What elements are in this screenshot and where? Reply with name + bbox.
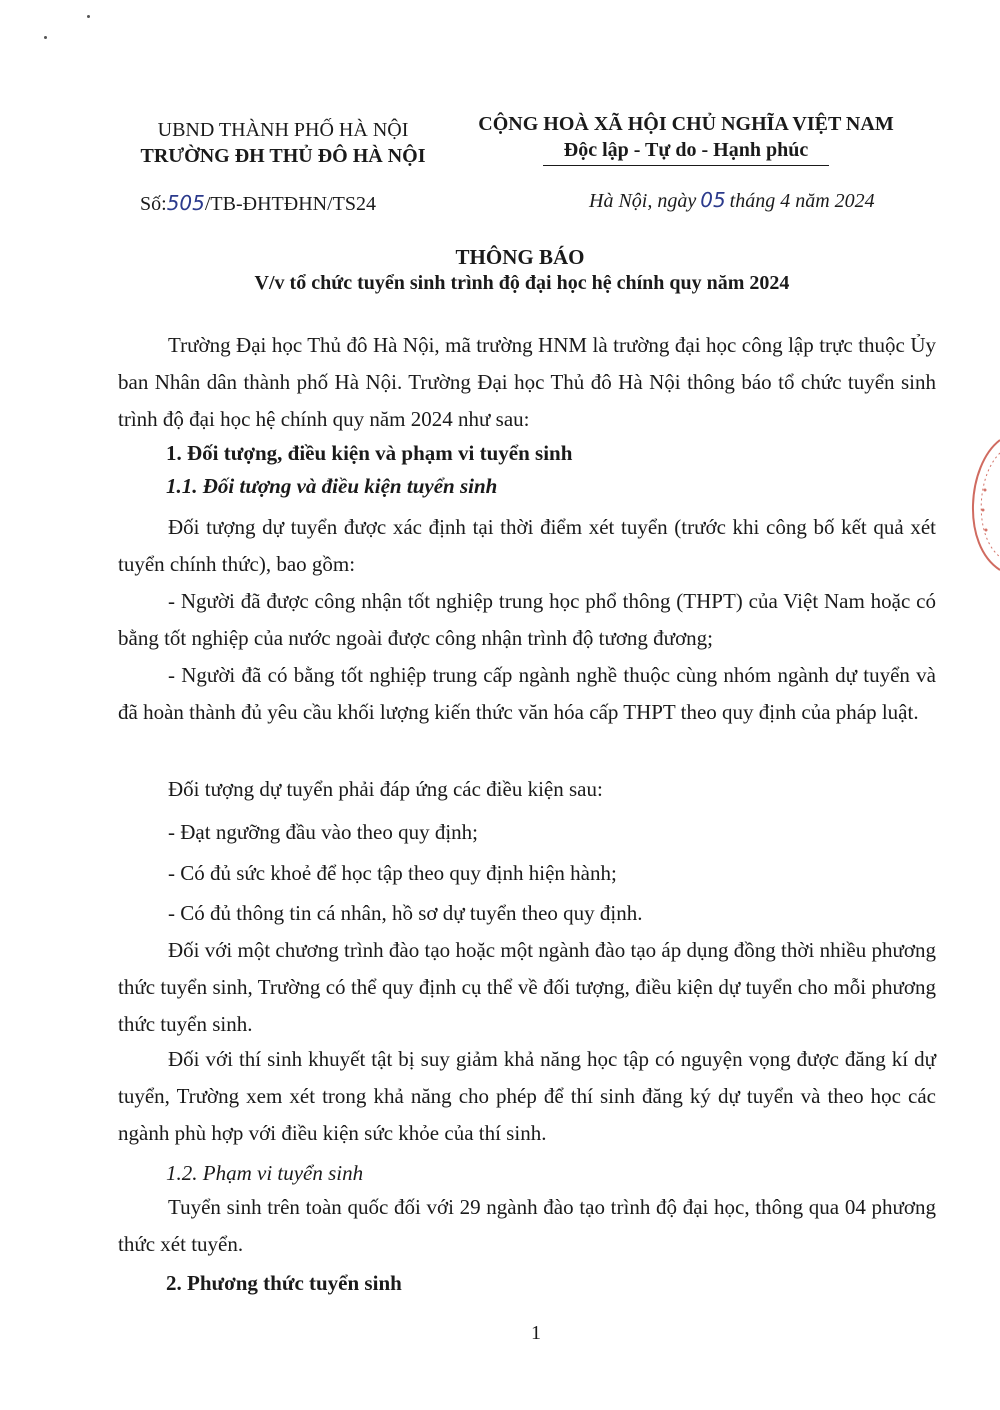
document-date (589, 188, 875, 213)
section-1-1-paragraph: - Có đủ sức khoẻ để học tập theo quy định hiện hành; (168, 861, 617, 885)
national-title: CỘNG HOÀ XÃ HỘI CHỦ NGHĨA VIỆT NAM (478, 113, 894, 135)
document-subject: V/v tổ chức tuyển sinh trình độ đại học hệ chính quy năm 2024 (254, 272, 790, 294)
doc-number-prefix: Số: (140, 193, 167, 215)
section-1-1-paragraph: Đối với thí sinh khuyết tật bị suy giảm khả năng học tập có nguyện vọng được đăng kí dự tuyển, Trường xem xét trong khả năng cho phép để thí sinh đăng ký dự tuyển và theo học các ngành phù hợp với điều kiện sức khỏe của thí sinh. (118, 1047, 936, 1145)
section-1-heading: 1. Đối tượng, điều kiện và phạm vi tuyển sinh (166, 441, 573, 465)
doc-number-suffix: /TB-ĐHTĐHN/TS24 (204, 193, 376, 215)
agency-name: UBND THÀNH PHỐ HÀ NỘI (157, 119, 409, 141)
date-handwritten-day: 05 (700, 188, 726, 212)
date-suffix: tháng 4 năm 2024 (729, 190, 875, 212)
section-1-1-paragraph: - Đạt ngưỡng đầu vào theo quy định; (168, 820, 479, 844)
section-1-1-paragraph: - Người đã có bằng tốt nghiệp trung cấp ngành nghề thuộc cùng nhóm ngành dự tuyển và đã hoàn thành đủ yêu cầu khối lượng kiến thức văn hóa cấp THPT theo quy định của pháp luật. (118, 663, 936, 724)
partial-stamp (955, 435, 1000, 575)
section-1-2-heading: 1.2. Phạm vi tuyển sinh (166, 1161, 364, 1185)
motto-underline (543, 165, 829, 166)
page-title: THÔNG BÁO (455, 245, 585, 269)
intro-paragraph: Trường Đại học Thủ đô Hà Nội, mã trường HNM là trường đại học công lập trực thuộc Ủy ban Nhân dân thành phố Hà Nội. Trường Đại học Thủ đô Hà Nội thông báo tổ chức tuyển sinh trình độ đại học hệ chính quy năm 2024 như sau: (118, 333, 936, 431)
section-1-1-paragraph: Đối với một chương trình đào tạo hoặc một ngành đào tạo áp dụng đồng thời nhiều phương thức tuyển sinh, Trường có thể quy định cụ thể về đối tượng, điều kiện dự tuyển cho mỗi phương thức tuyển sinh. (118, 938, 936, 1036)
scan-speck (87, 15, 90, 18)
doc-number-handwritten: 505 (166, 191, 205, 215)
document-number (140, 191, 376, 216)
section-1-1-paragraph: Đối tượng dự tuyển được xác định tại thời điểm xét tuyển (trước khi công bố kết quả xét tuyển chính thức), bao gồm: (118, 515, 936, 576)
section-1-2-paragraph: Tuyển sinh trên toàn quốc đối với 29 ngành đào tạo trình độ đại học, thông qua 04 phương thức xét tuyển. (118, 1195, 936, 1256)
scan-speck (44, 36, 47, 39)
section-2-heading: 2. Phương thức tuyển sinh (166, 1271, 402, 1295)
page-number: 1 (531, 1322, 541, 1344)
section-1-1-paragraph: - Người đã được công nhận tốt nghiệp trung học phổ thông (THPT) của Việt Nam hoặc có bằng tốt nghiệp của nước ngoài được công nhận trình độ tương đương; (118, 589, 936, 650)
national-motto: Độc lập - Tự do - Hạnh phúc (563, 139, 809, 161)
section-1-1-heading: 1.1. Đối tượng và điều kiện tuyển sinh (166, 474, 498, 498)
school-name: TRƯỜNG ĐH THỦ ĐÔ HÀ NỘI (140, 145, 426, 167)
section-1-1-paragraph: Đối tượng dự tuyển phải đáp ứng các điều kiện sau: (168, 777, 603, 801)
date-prefix: Hà Nội, ngày (589, 190, 697, 212)
section-1-1-paragraph: - Có đủ thông tin cá nhân, hồ sơ dự tuyển theo quy định. (168, 901, 643, 925)
